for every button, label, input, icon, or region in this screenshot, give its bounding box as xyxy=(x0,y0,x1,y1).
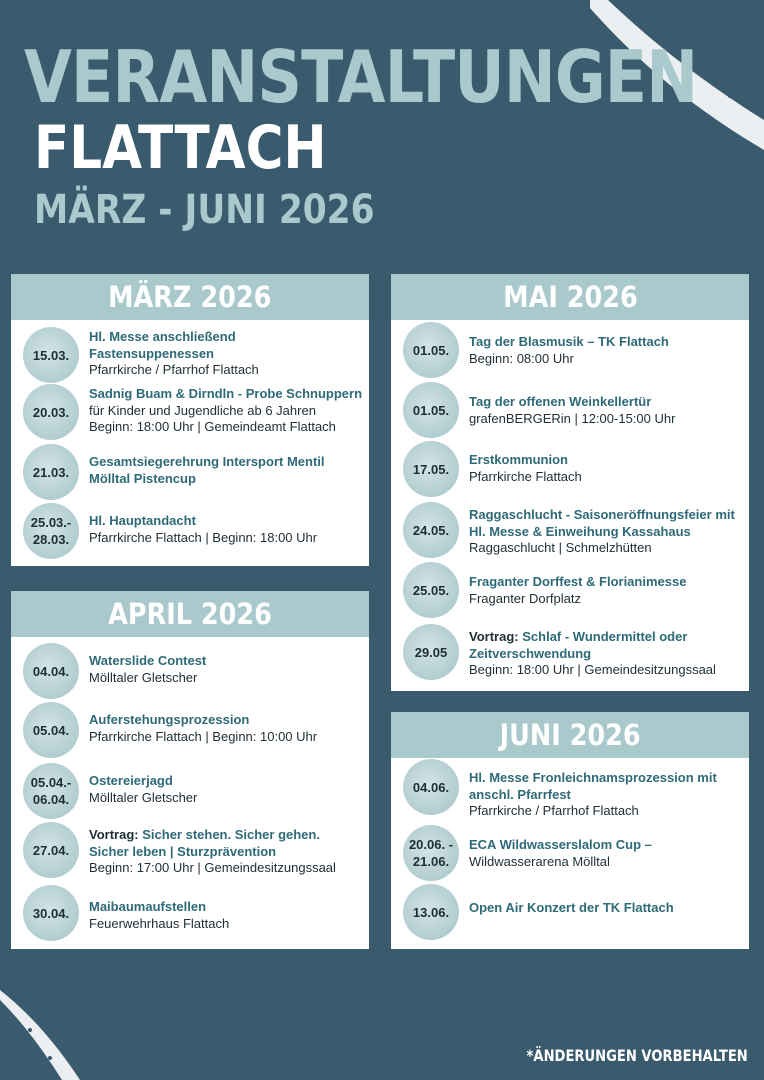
event-item xyxy=(391,825,749,885)
place-title: FLATTACH xyxy=(34,113,327,183)
event-title: Waterslide Contest xyxy=(89,653,207,668)
date-badge: 20.03. xyxy=(23,384,79,440)
date-badge: 20.06. - 21.06. xyxy=(403,825,459,881)
event-detail: Beginn: 08:00 Uhr xyxy=(469,350,574,366)
page-title: VERANSTALTUNGEN xyxy=(24,35,698,119)
event-item xyxy=(11,763,369,823)
event-detail: Pfarrkirche Flattach | Beginn: 10:00 Uhr xyxy=(89,728,318,744)
card-april xyxy=(11,591,369,949)
event-title: Gesamtsiegerehrung Intersport Mentil Mölltal Pistencup xyxy=(89,454,325,486)
event-title: Raggaschlucht - Saisoneröffnungsfeier mit Hl. Messe & Einweihung Kassahaus xyxy=(469,507,735,539)
event-item xyxy=(11,444,369,504)
event-item xyxy=(391,884,749,944)
date-badge: 01.05. xyxy=(403,322,459,378)
event-item xyxy=(11,702,369,762)
card-heading: APRIL 2026 xyxy=(11,591,369,637)
event-title: Tag der Blasmusik – TK Flattach xyxy=(469,334,669,349)
event-item xyxy=(11,503,369,563)
card-heading: MAI 2026 xyxy=(391,274,749,320)
card-maerz xyxy=(11,274,369,566)
event-item xyxy=(391,759,749,819)
event-title: Tag der offenen Weinkellertür xyxy=(469,394,652,409)
event-item xyxy=(391,562,749,622)
header xyxy=(24,36,764,242)
event-item xyxy=(11,327,369,387)
date-badge: 30.04. xyxy=(23,885,79,941)
event-title: Maibaumaufstellen xyxy=(89,899,207,914)
date-badge: 04.06. xyxy=(403,759,459,815)
event-detail: Pfarrkirche / Pfarrhof Flattach xyxy=(89,362,259,377)
event-detail: Pfarrkirche / Pfarrhof Flattach xyxy=(469,803,639,818)
card-heading: JUNI 2026 xyxy=(391,712,749,758)
event-detail: Pfarrkirche Flattach | Beginn: 18:00 Uhr xyxy=(89,529,318,545)
event-detail: Feuerwehrhaus Flattach xyxy=(89,915,230,931)
event-title: Hl. Hauptandacht xyxy=(89,513,196,528)
event-detail: Pfarrkirche Flattach xyxy=(469,468,582,484)
event-detail: grafenBERGERin | 12:00-15:00 Uhr xyxy=(469,410,676,426)
date-badge: 24.05. xyxy=(403,502,459,558)
event-title: Hl. Messe Fronleichnamsprozession mit anschl. Pfarrfest xyxy=(469,770,717,802)
event-detail: Wildwasserarena Mölltal xyxy=(469,853,610,869)
date-badge: 04.04. xyxy=(23,643,79,699)
event-detail: Mölltaler Gletscher xyxy=(89,789,198,805)
event-detail: Fraganter Dorfplatz xyxy=(469,590,581,606)
event-detail: für Kinder und Jugendliche ab 6 Jahren xyxy=(89,402,316,418)
date-badge: 01.05. xyxy=(403,382,459,438)
event-item xyxy=(391,502,749,562)
event-prefix: Vortrag: xyxy=(89,827,139,842)
event-item xyxy=(11,384,369,444)
event-item xyxy=(11,643,369,703)
event-title: Sadnig Buam & Dirndln - Probe Schnuppern xyxy=(89,386,363,401)
date-badge: 25.05. xyxy=(403,562,459,618)
event-item xyxy=(391,382,749,442)
footer-note: *ÄNDERUNGEN VORBEHALTEN xyxy=(526,1046,748,1065)
date-badge: 29.05 xyxy=(403,624,459,680)
date-badge: 25.03.- 28.03. xyxy=(23,503,79,559)
date-badge: 13.06. xyxy=(403,884,459,940)
date-badge: 05.04.- 06.04. xyxy=(23,763,79,819)
date-badge: 05.04. xyxy=(23,702,79,758)
event-item xyxy=(11,885,369,945)
event-detail: Mölltaler Gletscher xyxy=(89,669,198,685)
card-heading: MÄRZ 2026 xyxy=(11,274,369,320)
event-title: Sicher stehen. Sicher gehen. Sicher leben | Sturzprävention xyxy=(89,827,320,859)
event-detail: Beginn: 18:00 Uhr | Gemeindesitzungssaal xyxy=(469,662,716,677)
event-title: Auferstehungsprozession xyxy=(89,712,250,727)
event-title: Fraganter Dorffest & Florianimesse xyxy=(469,574,687,589)
event-prefix: Vortrag: xyxy=(469,629,519,644)
event-title: Schlaf - Wundermittel oder Zeitverschwendung xyxy=(469,629,688,661)
event-item xyxy=(391,322,749,382)
date-badge: 17.05. xyxy=(403,441,459,497)
date-badge: 21.03. xyxy=(23,444,79,500)
event-detail: Beginn: 18:00 Uhr | Gemeindeamt Flattach xyxy=(89,419,336,434)
period-title: MÄRZ - JUNI 2026 xyxy=(34,187,375,233)
date-badge: 15.03. xyxy=(23,327,79,383)
event-detail: Beginn: 17:00 Uhr | Gemeindesitzungssaal xyxy=(89,860,336,875)
event-title: Ostereierjagd xyxy=(89,773,173,788)
card-mai xyxy=(391,274,749,691)
event-title: ECA Wildwasserslalom Cup – xyxy=(469,837,652,852)
event-item xyxy=(11,822,369,882)
event-title: Hl. Messe anschließend Fastensuppenessen xyxy=(89,329,236,361)
event-item xyxy=(391,441,749,501)
event-detail: Raggaschlucht | Schmelzhütten xyxy=(469,540,652,555)
event-title: Open Air Konzert der TK Flattach xyxy=(469,900,674,915)
date-badge: 27.04. xyxy=(23,822,79,878)
event-title: Erstkommunion xyxy=(469,452,568,467)
event-item xyxy=(391,624,749,684)
brush-stroke-bottom-left xyxy=(0,990,90,1080)
card-juni xyxy=(391,712,749,949)
